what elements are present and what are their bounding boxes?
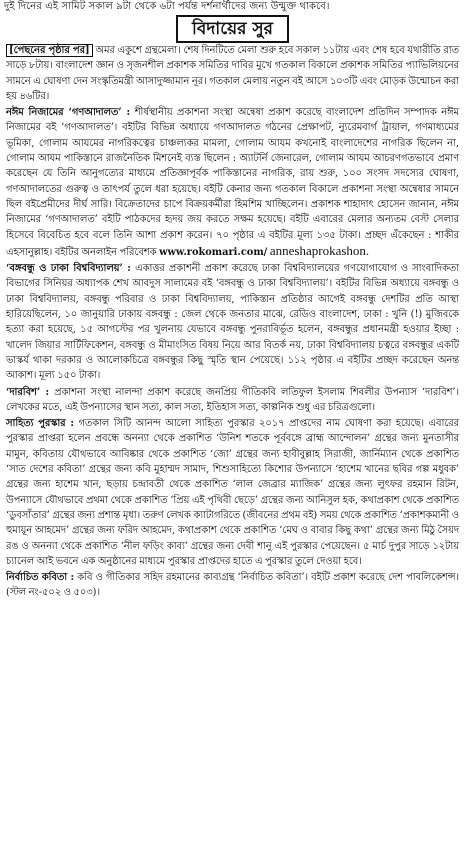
paragraph-text: একাত্তর প্রকাশনী প্রকাশ করেছে ঢাকা বিশ্ববিদ্যালয়ের গণযোগাযোগ ও সাংবাদিকতা বিভাগের সিনিয়র অধ্যাপক শেখ আবদুস সালামের বই ‘বঙ্গবন্ধু ও ঢাকা বিশ্ববিদ্যালয়’। বইটির বিভিন্ন অধ্যায়ে বঙ্গবন্ধু ও ঢাকা বিশ্ববিদ্যালয়, বঙ্গবন্ধু পরিবার ও ঢাকা বিশ্ববিদ্যালয়, পাকিস্তান প্রতিষ্ঠার আগেই বঙ্গবন্ধু দেশটির প্রতি আস্থা হারিয়েছিলেন, ১০ জানুয়ারি ঢাকায় বঙ্গবন্ধু : জেল থেকে জনতার মাঝে, রেডিও বাংলাদেশ, ঢাকা : খুনি (!) মুজিবকে হত্যা করা হয়েছে, ১৫ আগস্টের পর খুলনায় যেভাবে বঙ্গবন্ধু পুনরাবির্ভূত হলেন, বঙ্গবন্ধুর প্রধানমন্ত্রী হওয়ার ইচ্ছা : খালেদ জিয়ার সার্টিফিকেশন, বঙ্গবন্ধু ও মীমাংসিত বিষয় নিয়ে আর বিতর্ক নয়, ঢাকা বিশ্ববিদ্যালয় চত্বরে বঙ্গবন্ধুর একটি ভাস্কর্য থাকা দরকার ও আলোকচিত্রে বঙ্গবন্ধুর কিছু স্মৃতি স্থান পেয়েছে। ১১২ পৃষ্ঠার এ বইটির প্রচ্ছদ করেছেন অনন্ত আকাশ। মূল্য ১৫০ টাকা। [6, 263, 459, 382]
paragraph-selected-poems [6, 570, 459, 601]
online-distributor-link[interactable]: www.rokomari.com/ [159, 246, 268, 258]
paragraph-fair-closing [6, 43, 459, 104]
paragraph-text: অমর একুশে গ্রন্থমেলা। শেষ দিনটিতে মেলা শুরু হবে সকাল ১১টায় এবং শেষ হবে যথারীতি রাত সাড়ে ৮টায়। বাংলাদেশ জ্ঞান ও সৃজনশীল প্রকাশক সমিতির দাবির মুখে গতকাল বিকালে প্রকাশক সমিতির প্যাভিলিয়নের সামনে এ ঘোষণা দেন সংস্কৃতিমন্ত্রী আসাদুজ্জামান নূর। গতকাল মেলায় নতুন বই আসে ১০৩টি এবং মোড়ক উন্মোচন করা হয় ৪৬টির। [6, 45, 459, 102]
section-heading: ‘বঙ্গবন্ধু ও ঢাকা বিশ্ববিদ্যালয়’ : [6, 263, 131, 275]
publisher-handle: anneshaprokashon. [269, 242, 370, 258]
title-wrap [0, 15, 465, 43]
paragraph-text: গতকাল সিটি আনন্দ আলো সাহিত্য পুরস্কার ২০১৭ প্রাপ্তদের নাম ঘোষণা করা হয়েছে। এবারের পুরস্কার প্রাপ্তরা হলেন প্রবন্ধে অনন্যা থেকে প্রকাশিত ‘উনিশ শতকে পূর্ববঙ্গে ব্রাহ্ম আন্দোলন’ গ্রন্থের জন্য মুনতাসীর মামুন, কবিতায় যৌথভাবে আবিষ্কার থেকে প্রকাশিত ‘জো’ গ্রন্থের জন্য হাবীবুল্লাহ সিরাজী, জার্নিম্যান থেকে প্রকাশিত ‘সাত দেশের কবিতা’ গ্রন্থের জন্য কবি মুহাম্মদ সামাদ, শিশুসাহিত্যে কিশোর উপন্যাসে ‘হাশেম খানের ছবির গল্প মধুবক’ গ্রন্থের জন্য হাশেম খান, ছড়ায় চন্দ্রাবতী থেকে প্রকাশিত ‘লাল জেব্রার ম্যাজিক’ গ্রন্থের জন্য লুৎফর রহমান রিটন, উপন্যাসে যৌথভাবে প্রথমা থেকে প্রকাশিত ‘প্রিয় এই পৃথিবী ছেড়ে’ গ্রন্থের জন্য আনিসুল হক, কথাপ্রকাশ থেকে প্রকাশিত ‘ডুবসাঁতার’ গ্রন্থের জন্য প্রশান্ত মৃধা। তরুণ লেখক ক্যাটাগরিতে (জীবনের প্রথম বই) সময় থেকে প্রকাশিত ‘প্রকাশকমানী ও হুমায়ূন আহমেদ’ গ্রন্থের জন্য ফরিদ আহমেদ, কথাপ্রকাশ থেকে প্রকাশিত ‘মেঘ ও বাবার কিছু কথা’ গ্রন্থের জন্য মিঠু সৈয়দ রঙ ও অনন্যা থেকে প্রকাশিত ‘নীল ফড়িং কাব্য’ গ্রন্থের জন্য দেবী শানু এই পুরস্কার পেয়েছেন। ৫ মার্চ দুপুর সাড়ে ১২টায় চ্যানেল আই ভবনে এক অনুষ্ঠানের মাধ্যমে পুরস্কার প্রাপ্তদের হাতে এ পুরস্কার তুলে দেওয়া হবে। [6, 418, 459, 567]
paragraph-darbish [6, 385, 459, 416]
section-heading: নঈম নিজামের ‘গণআদালত’ : [6, 107, 131, 119]
article-title: বিদায়ের সুর [176, 15, 289, 43]
section-heading: ‘দারবিশ’ : [6, 386, 50, 398]
paragraph-text: শীর্ষস্থানীয় প্রকাশনা সংস্থা অন্বেষা প্রকাশ করেছে বাংলাদেশ প্রতিদিন সম্পাদক নঈম নিজামের বই ‘গণআদালত’। বইটির বিভিন্ন অধ্যায়ে গণআদালত গঠনের প্রেক্ষাপট, ন্যুরেমবার্গ ট্রায়াল, গণমাধ্যমের ভূমিকা, গোলাম আযমের নাগরিকত্বের চাঞ্চল্যকর মামলা, গোলাম আযম কখনোই বাংলাদেশের নাগরিক ছিলেন না, গোলাম আযম পাকিস্তানে রাজনৈতিক মিশনেই ব্যস্ত ছিলেন : অ্যাটর্নি জেনারেল, গোলাম আযম আচরণগতভাবে প্রমাণ করেছেন যে তিনি আনুগত্যের মাধ্যমে প্রতিজ্ঞাপূর্বক পাকিস্তানের নাগরিক, রায় শুরু, ১০০ সংসদ সদস্যের ঘোষণা, গণআদালতের গুরুত্ব ও তাৎপর্য তুলে ধরা হয়েছে। বইটি কেনার জন্য গতকাল বিকালে প্রকাশনা সংস্থা অন্বেষার সামনে ছিল বইপ্রেমীদের দীর্ঘ সারি। বিক্রেতাদের চাপে বিক্রয়কর্মীরা হিমশিম খাচ্ছিলেন। প্রকাশক শাহাদাৎ হোসেন জানান, নঈম নিজামের ‘গণআদালত’ বইটি পাঠকদের হৃদয় জয় করতে সক্ষম হয়েছে। বইটি এবারের মেলার অন্যতম বেস্ট সেলার হিসেবে বিবেচিত হবে বলে তিনি আশা প্রকাশ করেন। ৭০ পৃষ্ঠার এ বইটির মূল্য ১৩৫ টাকা। প্রচ্ছদ এঁকেছেন : শাকীর এহসানুল্লাহ। বইটির অনলাইন পরিবেশক [6, 107, 459, 258]
previous-article-tail: দুই দিনের এই সামিট সকাল ৯টা থেকে ৬টা পর্যন্ত দর্শনার্থীদের জন্য উন্মুক্ত থাকবে। [4, 1, 330, 12]
paragraph-literature-award [6, 416, 459, 569]
section-heading: নির্বাচিত কবিতা : [6, 572, 75, 584]
section-heading: সাহিত্য পুরস্কার : [6, 418, 74, 430]
article-body [0, 43, 465, 601]
paragraph-text: কবি ও গীতিকার সহিদ রহমানের কাব্যগ্রন্থ ‘নির্বাচিত কবিতা’। বইটি প্রকাশ করেছে দেশ পাবলিকেশন্স। (স্টল নং-৫০২ ও ৫০৩)। [6, 572, 459, 599]
continued-from-marker: [পেছনের পৃষ্ঠার পর] [6, 44, 93, 57]
paragraph-gono-adalat [6, 105, 459, 260]
paragraph-text: প্রকাশনা সংস্থা নালন্দা প্রকাশ করেছে জনপ্রিয় গীতিকবি লতিফুল ইসলাম শিবলীর উপন্যাস ‘দারবিশ’। লেখকের মতে, এই উপন্যাসের স্থান সত্য, কাল সত্য, ইতিহাস সত্য, কাল্পনিক শুধু এর চরিত্রগুলো। [6, 386, 459, 413]
paragraph-bangabandhu-du [6, 261, 459, 383]
